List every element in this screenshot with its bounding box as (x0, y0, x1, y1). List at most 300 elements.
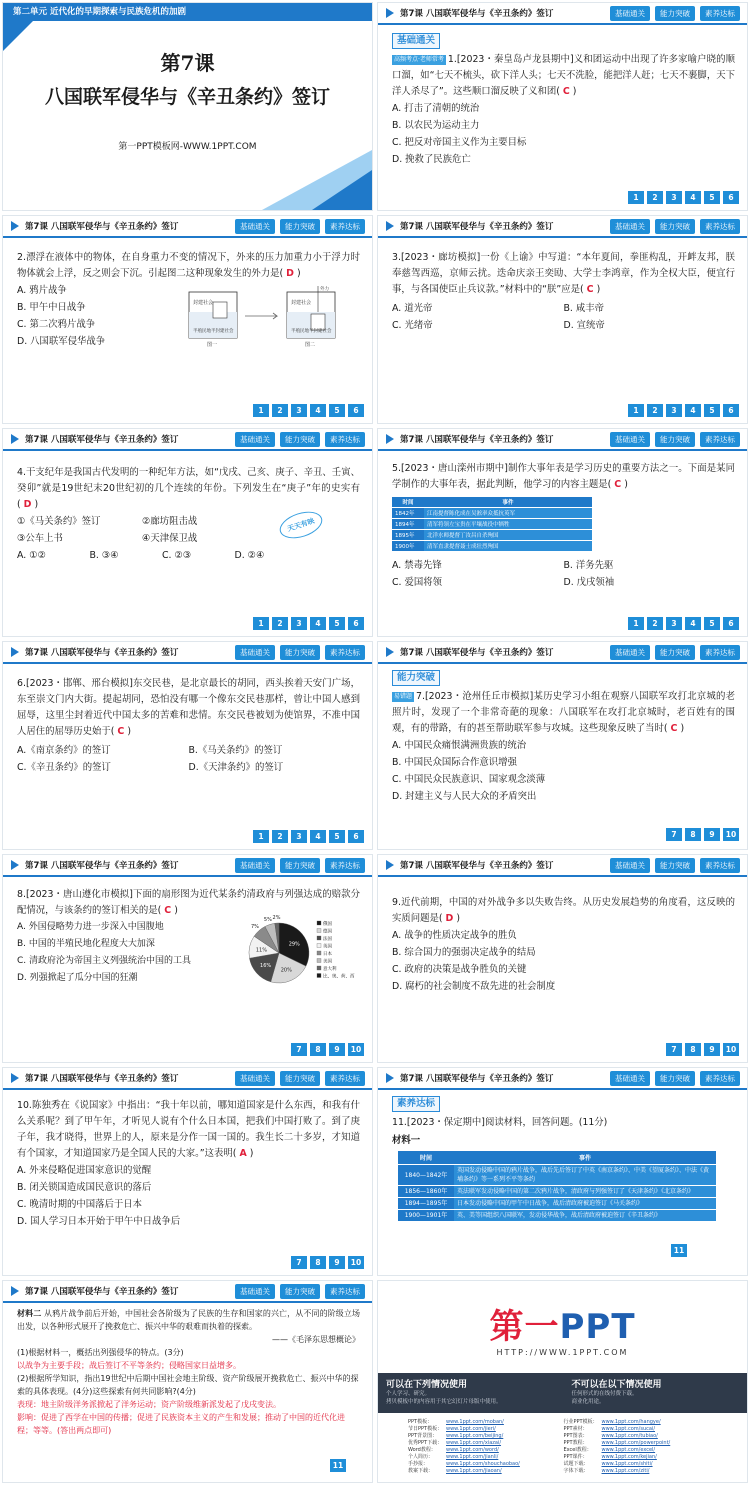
option-d[interactable]: D.《天津条约》的签订 (188, 762, 284, 773)
link-url[interactable]: www.1ppt.com/excel/ (601, 1447, 656, 1453)
answer: C (670, 723, 678, 734)
pager (671, 1244, 687, 1257)
question-text: 2.漂浮在液体中的物体，在自身重力不变的情况下，外来的压力加重力小于浮力时物体就会上浮，反之则会下沉。引起图二这种现象发生的外力是( D ) (17, 252, 360, 279)
page-button[interactable]: 4 (310, 830, 326, 843)
tab-basic[interactable]: 基础通关 (235, 1071, 275, 1086)
legend-swatch (317, 974, 321, 978)
slide-q10[interactable] (2, 1067, 373, 1276)
triangle-icon (386, 8, 394, 18)
link-label: 教案下载： (408, 1468, 434, 1474)
question-text: 易错题 7.[2023・沧州任丘市模拟]某历史学习小组在观察八国联军攻打北京城的老照片时，发现了一个非常奇葩的现象：八国联军在攻打北京城时，老百姓有的围观，有的带路，有的甚至帮助联军参与攻城。这些现象反映了当时( C ) (392, 691, 735, 734)
pie-chart (239, 913, 359, 993)
page-button[interactable]: 7 (666, 1043, 682, 1056)
page-button[interactable]: 5 (704, 617, 720, 630)
tab-ability[interactable]: 能力突破 (655, 6, 695, 21)
tab-basic[interactable]: 基础通关 (610, 1071, 650, 1086)
tab-literacy[interactable]: 素养达标 (325, 645, 365, 660)
option-d[interactable]: D. 腐朽的社会制度不敌先进的社会制度 (392, 981, 556, 992)
option-b[interactable]: B. 中国民众国际合作意识增强 (392, 757, 517, 768)
tab-basic[interactable]: 基础通关 (235, 645, 275, 660)
link-url[interactable]: www.1ppt.com/jieri/ (446, 1426, 496, 1432)
brand-logo: 第一PPT (489, 1307, 636, 1347)
link-label: PPT图表： (563, 1433, 588, 1439)
page-button[interactable]: 2 (272, 830, 288, 843)
material-label: 材料一 (392, 1135, 421, 1146)
option-b[interactable]: B. 咸丰帝 (563, 303, 605, 314)
page-button[interactable]: 11 (330, 1459, 346, 1472)
option-a[interactable]: A. 禁毒先锋 (392, 560, 442, 571)
tab-literacy[interactable]: 素养达标 (325, 1284, 365, 1299)
link-label: PPT教程： (563, 1440, 588, 1446)
link-label: PPT模板： (408, 1419, 433, 1425)
page-button[interactable]: 2 (647, 191, 663, 204)
link-url[interactable]: www.1ppt.com/moban/ (446, 1419, 504, 1425)
page-button[interactable]: 5 (704, 404, 720, 417)
sub-question-1: (1)根据材料一，概括出列强侵华的特点。(3分) (17, 1348, 184, 1357)
question-text: 9.近代前期，中国的对外战争多以失败告终。从历史发展趋势的角度看，这反映的实质问题是( D ) (392, 897, 735, 924)
cover-site: 第一PPT模板网-WWW.1PPT.COM (118, 142, 257, 152)
link-url[interactable]: www.1ppt.com/shiti/ (601, 1461, 653, 1467)
tab-literacy[interactable]: 素养达标 (700, 858, 740, 873)
tab-ability[interactable]: 能力突破 (655, 858, 695, 873)
link-row (408, 1426, 564, 1433)
tab-literacy[interactable]: 素养达标 (700, 432, 740, 447)
question-text: 5.[2023・唐山滦州市期中]制作大事年表是学习历史的重要方法之一。下面是某同学制作的大事年表，据此判断，他学习的内容主题是( C ) (392, 463, 735, 490)
tab-ability[interactable]: 能力突破 (655, 645, 695, 660)
page-button[interactable]: 1 (253, 830, 269, 843)
slide-cover[interactable] (2, 2, 373, 211)
tab-literacy[interactable]: 素养达标 (700, 645, 740, 660)
page-button[interactable]: 10 (348, 1043, 364, 1056)
tab-ability[interactable]: 能力突破 (280, 645, 320, 660)
option-a[interactable]: A. 道光帝 (392, 303, 433, 314)
link-list (378, 1415, 748, 1479)
option-c[interactable]: C. 爱国将领 (392, 577, 443, 588)
link-url[interactable]: www.1ppt.com/jianli/ (446, 1454, 499, 1460)
slide-q11-answers[interactable] (2, 1280, 373, 1483)
legend-label: 俄国 (323, 922, 332, 927)
link-label: PPT背景图： (408, 1433, 438, 1439)
page-button[interactable]: 6 (348, 404, 364, 417)
question-badge: 易错题 (394, 693, 413, 700)
slide-header (3, 642, 372, 664)
tab-ability[interactable]: 能力突破 (655, 219, 695, 234)
pager (628, 404, 739, 417)
question-text: 11.[2023・保定期中]阅读材料，回答问题。(11分) (392, 1117, 608, 1128)
link-url[interactable]: www.1ppt.com/sucai/ (601, 1426, 656, 1432)
tab-ability[interactable]: 能力突破 (280, 219, 320, 234)
option-c[interactable]: C. 第二次鸦片战争 (17, 319, 96, 330)
triangle-icon (11, 434, 19, 444)
pie-label: 11% (255, 947, 267, 954)
link-label: 个人简历： (408, 1454, 434, 1460)
option-c[interactable]: C.《辛丑条约》的签订 (17, 762, 111, 773)
slide-q1[interactable] (377, 2, 748, 211)
slide-header (378, 642, 747, 664)
question-text: 3.[2023・廊坊模拟]一份《上谕》中写道：“本年夏间，拳匪构乱，开衅友邦，朕奉慈驾西巡，京师云扰。迭命庆亲王奕劻、大学士李鸿章，作为全权大臣，便宜行事，与各国使臣止兵议款。”材料中的“朕”应是( C ) (392, 252, 735, 295)
option-b[interactable]: B. 中国的半殖民地化程度大大加深 (17, 939, 155, 949)
link-url[interactable]: www.1ppt.com/shouchaobao/ (446, 1461, 520, 1467)
tab-basic[interactable]: 基础通关 (235, 858, 275, 873)
table-row: 1900—1901年 英、美等国组织八国联军，发动侵华战争，战后清政府被迫签订《辛丑条约》 (398, 1210, 716, 1222)
option-c[interactable]: C. 政府的决策是战争胜负的关键 (392, 964, 527, 975)
page-button[interactable]: 4 (685, 617, 701, 630)
triangle-icon (386, 647, 394, 657)
page-button[interactable]: 1 (253, 617, 269, 630)
answer: C (164, 905, 172, 916)
tab-literacy[interactable]: 素养达标 (325, 219, 365, 234)
page-button[interactable]: 6 (723, 404, 739, 417)
page-button[interactable]: 4 (685, 404, 701, 417)
slide-q5[interactable] (377, 428, 748, 637)
pager (253, 830, 364, 843)
legend-label: 比、奥、荷、西 (323, 974, 355, 980)
legend-swatch (317, 921, 321, 925)
fig-label: 封建社会 (193, 300, 214, 306)
lesson-title: 第7课 八国联军侵华与《辛丑条约》签订 (400, 222, 554, 232)
cannot-use-text: 任何形式的在线付费下载。 商业化用途。 (571, 1391, 638, 1405)
page-button[interactable]: 9 (329, 1256, 345, 1269)
history-table (398, 1151, 716, 1221)
link-row (564, 1440, 720, 1447)
option-d[interactable]: D. 挽救了民族危亡 (392, 154, 471, 165)
link-row (408, 1468, 564, 1475)
page-button[interactable]: 5 (329, 830, 345, 843)
link-label: 优秀PPT下载： (408, 1440, 443, 1446)
pager (628, 617, 739, 630)
option-c[interactable]: C. 光绪帝 (392, 320, 433, 331)
slide-q3[interactable] (377, 215, 748, 424)
page-button[interactable]: 1 (628, 617, 644, 630)
fig-label: 半殖民地半封建社会 (291, 329, 332, 334)
option-b[interactable]: B.《马关条约》的签订 (188, 745, 283, 756)
tab-literacy[interactable]: 素养达标 (325, 1071, 365, 1086)
option-a[interactable]: A. 打击了清朝的统治 (392, 103, 480, 114)
table-row: 1894—1895年 日本发动侵略中国的甲午中日战争，战后清政府被迫签订《马关条约》 (398, 1198, 716, 1210)
option-c[interactable]: C. ②③ (162, 550, 192, 561)
triangle-icon (11, 1286, 19, 1296)
answer: D (23, 499, 32, 510)
cover-decoration (312, 170, 372, 210)
page-button[interactable]: 5 (704, 191, 720, 204)
link-label: PPT课件： (563, 1454, 588, 1460)
legend-label: 德国 (323, 929, 332, 935)
section-tag: 能力突破 (392, 670, 440, 686)
page-button[interactable]: 11 (671, 1244, 687, 1257)
pager (330, 1459, 346, 1472)
option-d[interactable]: D. 列强掀起了瓜分中国的狂潮 (17, 973, 138, 983)
triangle-icon (386, 434, 394, 444)
legend-label: 法国 (323, 937, 332, 942)
pager (291, 1043, 364, 1056)
page-button[interactable]: 3 (666, 617, 682, 630)
option-a[interactable]: A. 中国民众痛恨满洲贵族的统治 (392, 740, 527, 751)
cover-lesson: 第7课 (160, 51, 215, 75)
slide-q7[interactable] (377, 641, 748, 850)
page-button[interactable]: 1 (253, 404, 269, 417)
lesson-title: 第7课 八国联军侵华与《辛丑条约》签订 (400, 648, 554, 658)
answer: C (586, 284, 594, 295)
pie-label: 16% (260, 963, 272, 970)
link-url[interactable]: www.1ppt.com/xiazai/ (446, 1440, 502, 1446)
slide-q4[interactable] (2, 428, 373, 637)
page-button[interactable]: 1 (628, 404, 644, 417)
answer: D (286, 268, 294, 279)
answer: C (117, 726, 125, 737)
link-label: PPT素材： (563, 1426, 588, 1432)
answer-1: 以战争为主要手段；战后签订不平等条约；侵略国家日益增多。 (17, 1361, 241, 1370)
legend-swatch (317, 959, 321, 963)
slide-q11[interactable] (377, 1067, 748, 1276)
link-url[interactable]: www.1ppt.com/hangye/ (601, 1419, 661, 1425)
pager (666, 1043, 739, 1056)
page-button[interactable]: 7 (291, 1256, 307, 1269)
option-c[interactable]: C. 晚清时期的中国落后于日本 (17, 1199, 143, 1210)
triangle-icon (386, 221, 394, 231)
slide-header (378, 855, 747, 877)
tab-literacy[interactable]: 素养达标 (700, 1071, 740, 1086)
answer: D (445, 913, 454, 924)
triangle-icon (11, 1073, 19, 1083)
tab-basic[interactable]: 基础通关 (610, 219, 650, 234)
link-row (564, 1426, 720, 1433)
link-url[interactable]: www.1ppt.com/jiaoan/ (446, 1468, 502, 1474)
option-a[interactable]: A. ①② (17, 550, 47, 561)
option-a[interactable]: A. 外国侵略势力进一步深入中国腹地 (17, 922, 164, 932)
link-label: 行业PPT模板： (563, 1419, 598, 1425)
page-button[interactable]: 1 (628, 191, 644, 204)
question-text: 4.干支纪年是我国古代发明的一种纪年方法，如“戊戌、己亥、庚子、辛丑、壬寅、癸卯”就是19世纪末20世纪初的几个连续的年份。下列发生在“庚子”年的史实有( D ) (17, 467, 360, 510)
option-d[interactable]: D. ②④ (234, 550, 265, 561)
link-url[interactable]: www.1ppt.com/powerpoint/ (601, 1440, 671, 1446)
table-header: 事件 (454, 1151, 716, 1165)
option-a[interactable]: A. 外来侵略促进国家意识的觉醒 (17, 1165, 152, 1176)
page-button[interactable]: 8 (685, 1043, 701, 1056)
page-button[interactable]: 8 (310, 1043, 326, 1056)
timeline-table (392, 497, 592, 551)
pager (253, 617, 364, 630)
legend-label: 日本 (323, 952, 332, 957)
pie-label: 20% (280, 967, 292, 974)
question-text: 8.[2023・唐山遵化市模拟]下面的扇形图为近代某条约清政府与列强达成的赔款分配情况，与该条约的签订相关的是( C ) (17, 889, 360, 916)
slide-q9[interactable] (377, 854, 748, 1063)
slide-header (378, 1068, 747, 1090)
page-button[interactable]: 2 (272, 617, 288, 630)
fig-label: 外力 (320, 287, 329, 292)
tab-basic[interactable]: 基础通关 (610, 6, 650, 21)
option-b[interactable]: B. 洋务先驱 (563, 560, 614, 571)
option-d[interactable]: D. 戊戌领袖 (563, 577, 615, 588)
tab-ability[interactable]: 能力突破 (280, 1071, 320, 1086)
link-url[interactable]: www.1ppt.com/word/ (446, 1447, 499, 1453)
option-d[interactable]: D. 宣统帝 (563, 320, 605, 331)
page-button[interactable]: 2 (647, 404, 663, 417)
link-label: Excel教程： (563, 1447, 592, 1453)
page-button[interactable]: 10 (348, 1256, 364, 1269)
page-button[interactable]: 6 (723, 191, 739, 204)
answer: A (239, 1148, 247, 1159)
cover-unit: 第二单元 近代化的早期探索与民族危机的加剧 (3, 3, 372, 21)
link-label: 手抄报： (408, 1461, 429, 1467)
slide-header (3, 1281, 372, 1303)
link-row (564, 1461, 720, 1468)
buoyancy-figure (187, 282, 357, 352)
tab-literacy[interactable]: 素养达标 (700, 219, 740, 234)
tab-literacy[interactable]: 素养达标 (700, 6, 740, 21)
slide-ad[interactable] (377, 1280, 748, 1483)
option-c[interactable]: C. 清政府沦为帝国主义列强统治中国的工具 (17, 956, 192, 966)
triangle-icon (11, 860, 19, 870)
page-button[interactable]: 7 (666, 828, 682, 841)
fig-caption: 图一 (207, 342, 218, 348)
material-two: 材料二 从鸦片战争前后开始，中国社会各阶级为了民族的生存和国家的兴亡，从不同的阶级立场出发，以各种形式展开了挽救危亡、振兴中华的艰难而执着的探索。 (17, 1309, 361, 1331)
page-button[interactable]: 3 (291, 404, 307, 417)
pager (666, 828, 739, 841)
option-b[interactable]: B. 甲午中日战争 (17, 302, 86, 313)
option-b[interactable]: B. ③④ (89, 550, 119, 561)
table-header: 事件 (424, 497, 592, 508)
tab-ability[interactable]: 能力突破 (280, 858, 320, 873)
table-row: 1842年 江南提督陈化成在吴淞率众抵抗英军 (392, 508, 592, 519)
page-button[interactable]: 5 (329, 404, 345, 417)
material-source: ——《毛泽东思想概论》 (272, 1335, 360, 1344)
tab-ability[interactable]: 能力突破 (655, 1071, 695, 1086)
slide-q2[interactable] (2, 215, 373, 424)
option-d[interactable]: D. 国人学习日本开始于甲午中日战争后 (17, 1216, 181, 1227)
tab-basic[interactable]: 基础通关 (610, 432, 650, 447)
cover-title: 八国联军侵华与《辛丑条约》签订 (44, 86, 330, 108)
option-a[interactable]: A. 战争的性质决定战争的胜负 (392, 930, 517, 941)
page-button[interactable]: 4 (310, 617, 326, 630)
sub-question-2: (2)根据所学知识，指出19世纪中后期中国社会地主阶级、资产阶级展开挽救危亡、振兴中华的探索的具体表现。(4分)这些探索有何共同影响?(4分) (17, 1374, 359, 1396)
page-button[interactable]: 4 (310, 404, 326, 417)
legend-swatch (317, 944, 321, 948)
tab-ability[interactable]: 能力突破 (280, 1284, 320, 1299)
tab-literacy[interactable]: 素养达标 (325, 858, 365, 873)
tab-ability[interactable]: 能力突破 (280, 432, 320, 447)
page-button[interactable]: 3 (291, 830, 307, 843)
link-row (408, 1461, 564, 1468)
page-button[interactable]: 8 (310, 1256, 326, 1269)
page-button[interactable]: 6 (348, 830, 364, 843)
triangle-icon (11, 647, 19, 657)
slide-header (3, 216, 372, 238)
section-tag: 基础通关 (392, 33, 440, 49)
fig-label: 半殖民地半封建社会 (193, 329, 234, 334)
link-label: Word教程： (408, 1447, 436, 1453)
page-button[interactable]: 2 (272, 404, 288, 417)
option-b[interactable]: B. 综合国力的强弱决定战争的结局 (392, 947, 536, 958)
lesson-title: 第7课 八国联军侵华与《辛丑条约》签订 (400, 9, 554, 19)
page-button[interactable]: 10 (723, 828, 739, 841)
fig-caption: 图二 (305, 342, 316, 348)
page-button[interactable]: 9 (329, 1043, 345, 1056)
option-a[interactable]: A.《南京条约》的签订 (17, 745, 111, 756)
pie-label: 7% (250, 924, 259, 931)
page-button[interactable]: 3 (666, 191, 682, 204)
slide-q6[interactable] (2, 641, 373, 850)
lesson-title: 第7课 八国联军侵华与《辛丑条约》签订 (25, 1074, 179, 1084)
link-url[interactable]: www.1ppt.com/beijing/ (446, 1433, 504, 1439)
tab-basic[interactable]: 基础通关 (235, 1284, 275, 1299)
lesson-title: 第7课 八国联军侵华与《辛丑条约》签订 (25, 222, 179, 232)
page-button[interactable]: 3 (291, 617, 307, 630)
link-url[interactable]: www.1ppt.com/kejian/ (601, 1454, 657, 1460)
legend-swatch (317, 951, 321, 955)
link-row (564, 1419, 720, 1426)
link-url[interactable]: www.1ppt.com/ziti/ (601, 1468, 650, 1474)
slide-header (378, 216, 747, 238)
lesson-title: 第7课 八国联军侵华与《辛丑条约》签订 (25, 435, 179, 445)
page-button[interactable]: 8 (685, 828, 701, 841)
tab-ability[interactable]: 能力突破 (655, 432, 695, 447)
slide-header (3, 1068, 372, 1090)
tab-basic[interactable]: 基础通关 (235, 432, 275, 447)
question-text: 6.[2023・邯郸、邢台模拟]东交民巷，是北京最长的胡同，西头挨着天安门广场，东至崇文门内大街。提起胡同，恐怕没有哪一个像东交民巷那样，曾让中国人感到屈辱，这里尘封着近代中国太多的苦难和悲情。东交民巷被划为使馆界，不准中国人居住的屈辱历史始于( C ) (17, 678, 360, 737)
answer-2: 表现：地主阶级洋务派掀起了洋务运动；资产阶级维新派发起了戊戌变法。 (17, 1400, 281, 1409)
slide-header (3, 429, 372, 451)
pager (628, 191, 739, 204)
tab-basic[interactable]: 基础通关 (610, 858, 650, 873)
triangle-icon (386, 1073, 394, 1083)
page-button[interactable]: 9 (704, 828, 720, 841)
triangle-icon (11, 221, 19, 231)
slide-q8[interactable] (2, 854, 373, 1063)
option-c[interactable]: C. 把反对帝国主义作为主要目标 (392, 137, 527, 148)
page-button[interactable]: 6 (723, 617, 739, 630)
table-row: 1895年 北洋水师提督丁汝昌自杀殉国 (392, 530, 592, 541)
table-row: 1840—1842年 英国发动侵略中国的鸦片战争，战后先后签订了中英《南京条约》、中美《望厦条约》、中法《黄埔条约》等一系列不平等条约 (398, 1165, 716, 1186)
usage-panel (378, 1373, 748, 1413)
link-label: 试题下载： (563, 1461, 589, 1467)
option-d[interactable]: D. 封建主义与人民大众的矛盾突出 (392, 791, 537, 802)
option-b[interactable]: B. 以农民为运动主力 (392, 120, 480, 131)
legend-swatch (317, 929, 321, 933)
answer-3: 影响：促进了西学在中国的传播；促进了民族资本主义的产生和发展；推动了中国的近代化进程；等等。(答出两点即可) (17, 1413, 345, 1435)
cannot-use-title: 不可以在以下情况使用 (571, 1380, 662, 1390)
tab-literacy[interactable]: 素养达标 (325, 432, 365, 447)
page-button[interactable]: 4 (685, 191, 701, 204)
link-row (408, 1440, 564, 1447)
option-a[interactable]: A. 鸦片战争 (17, 285, 67, 296)
link-row (408, 1419, 564, 1426)
page-button[interactable]: 7 (291, 1043, 307, 1056)
lesson-title: 第7课 八国联军侵华与《辛丑条约》签订 (400, 861, 554, 871)
can-use-text: 个人学习、研究。 拷贝模板中的内容用于其它幻灯片母版中使用。 (386, 1391, 502, 1405)
pager (253, 404, 364, 417)
link-url[interactable]: www.1ppt.com/tubiao/ (601, 1433, 658, 1439)
page-button[interactable]: 5 (329, 617, 345, 630)
tab-basic[interactable]: 基础通关 (235, 219, 275, 234)
item-3: ③公车上书 (17, 533, 63, 544)
page-button[interactable]: 6 (348, 617, 364, 630)
page-button[interactable]: 9 (704, 1043, 720, 1056)
item-4: ④天津保卫战 (142, 533, 198, 544)
option-c[interactable]: C. 中国民众民族意识、国家观念淡薄 (392, 774, 546, 785)
page-button[interactable]: 3 (666, 404, 682, 417)
brand-url[interactable]: HTTP://WWW.1PPT.COM (496, 1348, 629, 1357)
slide-header (3, 855, 372, 877)
page-button[interactable]: 10 (723, 1043, 739, 1056)
legend-label: 意大利 (323, 967, 337, 972)
stamp-logo: 天天有映 (276, 507, 325, 543)
lesson-title: 第7课 八国联军侵华与《辛丑条约》签订 (25, 1287, 179, 1297)
tab-basic[interactable]: 基础通关 (610, 645, 650, 660)
page-button[interactable]: 2 (647, 617, 663, 630)
option-b[interactable]: B. 闭关锁国造成国民意识的落后 (17, 1182, 152, 1193)
option-d[interactable]: D. 八国联军侵华战争 (17, 336, 106, 347)
lesson-title: 第7课 八国联军侵华与《辛丑条约》签订 (400, 435, 554, 445)
